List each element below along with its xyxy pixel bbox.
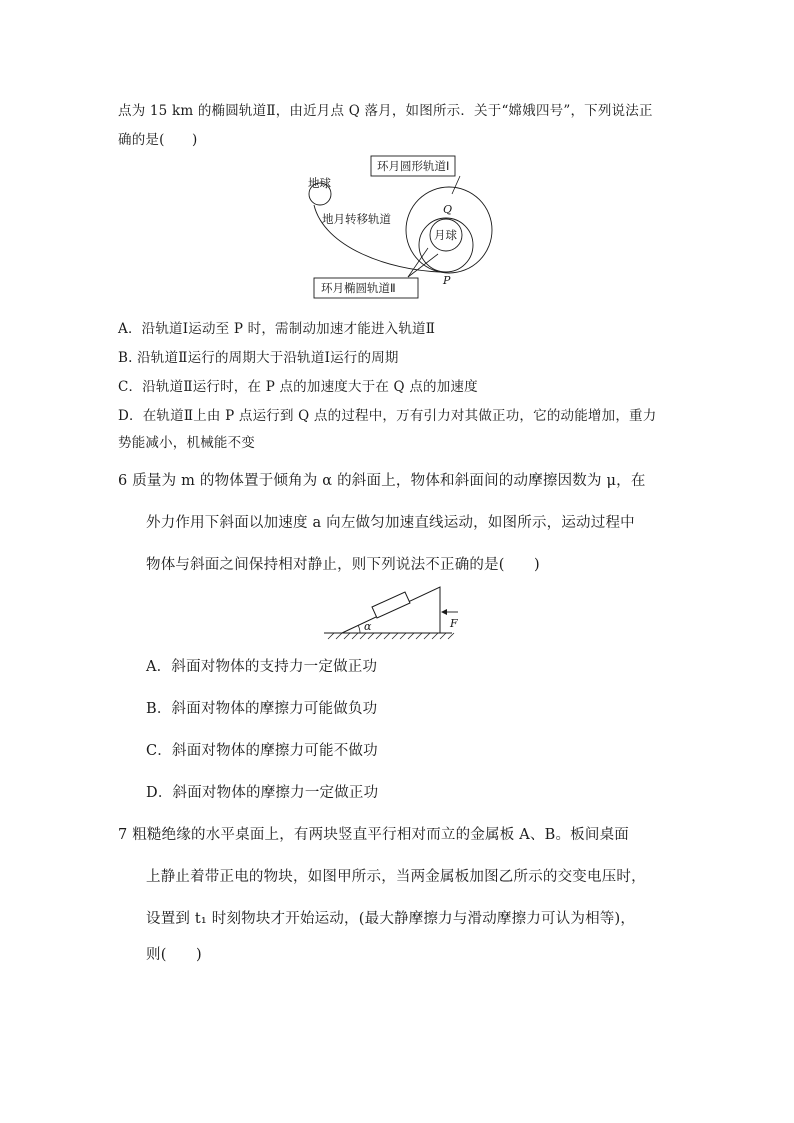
q6-stem-line2: 外力作用下斜面以加速度 a 向左做匀加速直线运动，如图所示，运动过程中 [146,515,635,531]
q6-option-c: C．斜面对物体的摩擦力可能不做功 [146,743,378,759]
label-P: P [443,274,451,287]
label-alpha: α [364,620,372,633]
label-Q: Q [443,203,453,216]
q5-option-d-line2: 势能减小，机械能不变 [118,435,255,451]
label-transfer: 地月转移轨道 [322,212,391,226]
q6-stem-line1: 6 质量为 m 的物体置于倾角为 α 的斜面上，物体和斜面间的动摩擦因数为 μ，在 [118,473,646,489]
q5-option-a: A．沿轨道Ⅰ运动至 P 时，需制动加速才能进入轨道Ⅱ [118,321,436,337]
q5-option-d-line1: D．在轨道Ⅱ上由 P 点运行到 Q 点的过程中，万有引力对其做正功，它的动能增加，重力 [118,408,657,424]
q5-option-b: B. 沿轨道Ⅱ运行的周期大于沿轨道Ⅰ运行的周期 [118,350,399,366]
q7-stem-line2: 上静止着带正电的物块，如图甲所示，当两金属板加图乙所示的交变电压时， [146,869,646,885]
label-moon: 月球 [434,228,457,242]
label-F: F [450,617,458,630]
q6-option-d: D．斜面对物体的摩擦力一定做正功 [146,785,379,801]
q5-stem-line1: 点为 15 km 的椭圆轨道Ⅱ，由近月点 Q 落月，如图所示．关于“嫦娥四号”，下列说法正 [118,103,653,119]
q6-stem-line3: 物体与斜面之间保持相对静止，则下列说法不正确的是( ) [146,557,540,573]
label-track2: 环月椭圆轨道Ⅱ [321,281,396,295]
q5-option-c: C．沿轨道Ⅱ运行时，在 P 点的加速度大于在 Q 点的加速度 [118,379,478,395]
label-earth: 地球 [308,176,331,190]
q5-stem-line2: 确的是( ) [118,132,198,148]
q7-stem-line1: 7 粗糙绝缘的水平桌面上，有两块竖直平行相对而立的金属板 A、B。板间桌面 [118,827,629,843]
q5-orbit-diagram [300,152,510,300]
q7-stem-line4: 则( ) [146,947,202,963]
q6-incline-diagram [322,583,462,643]
q6-option-a: A．斜面对物体的支持力一定做正功 [146,659,378,675]
label-track1: 环月圆形轨道Ⅰ [377,159,450,173]
q7-stem-line3: 设置到 t₁ 时刻物块才开始运动，(最大静摩擦力与滑动摩擦力可认为相等)， [146,911,636,927]
q6-option-b: B．斜面对物体的摩擦力可能做负功 [146,701,378,717]
